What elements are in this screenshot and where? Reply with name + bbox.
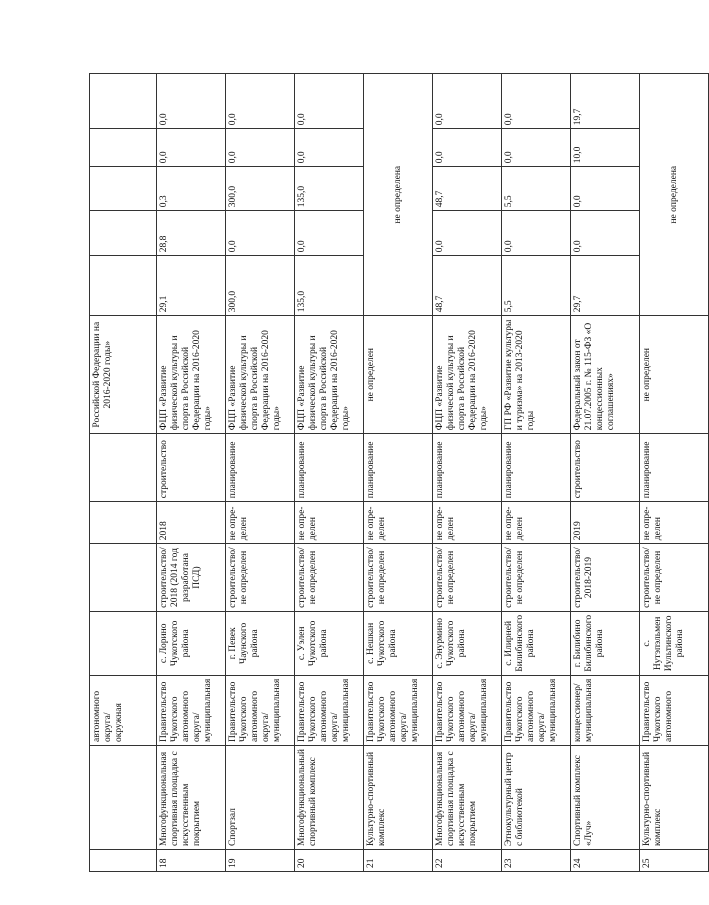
cell-program: ФЦП «Развитие физической культуры и спорта в Российской Федерации на 2016-2020 годы»: [433, 316, 502, 434]
cell-location: с. Илирней Билибинского района: [502, 611, 571, 675]
cell-stage: планирование: [640, 434, 709, 502]
cell-location: с. Нешкан Чукотского района: [364, 611, 433, 675]
cell-num: 19: [226, 850, 295, 872]
top-program-cell: Российской Федерации на 2016-2020 годы»: [90, 316, 157, 434]
table-row: [226, 74, 295, 872]
cell-num: 21: [364, 850, 433, 872]
cell-stage: строительство: [571, 434, 640, 502]
investment-projects-table: [89, 73, 709, 872]
cell-num: 23: [502, 850, 571, 872]
cell-v5: 0,0: [295, 74, 364, 129]
top-year: [90, 502, 157, 544]
cell-name: Спортивный комплекс «Луч»: [571, 746, 640, 850]
top-v5: [90, 74, 157, 129]
cell-stage: планирование: [364, 434, 433, 502]
cell-stage-period: строительство/ не определен: [640, 544, 709, 612]
cell-program: не определен: [364, 316, 433, 434]
cell-stage: планирование: [226, 434, 295, 502]
table-row: [433, 74, 502, 872]
cell-customer: Правительство Чукотского автономного: [640, 675, 709, 745]
cell-program: Федеральный закон от 21.07.2005 г. № 115-ФЗ «О концессионных соглашениях»: [571, 316, 640, 434]
cell-year: 2018: [157, 502, 226, 544]
cell-location: с. Нутэпэльмен Иультинского района: [640, 611, 709, 675]
table-row: [571, 74, 640, 872]
cell-stage: строительство: [157, 434, 226, 502]
top-v3: [90, 167, 157, 211]
cell-name: Спортзал: [226, 746, 295, 850]
cell-name: Многофункциональный спортивный комплекс: [295, 746, 364, 850]
table-row: [157, 74, 226, 872]
cell-year: не опре-делен: [640, 502, 709, 544]
top-location: [90, 611, 157, 675]
top-num: [90, 850, 157, 872]
cell-program: не определен: [640, 316, 709, 434]
cell-v4: 10,0: [571, 129, 640, 167]
cell-program: ФЦП «Развитие физической культуры и спорта в Российской Федерации на 2016-2020 годы»: [226, 316, 295, 434]
cell-customer: Правительство Чукотского автономного округа/ муниципальная: [157, 675, 226, 745]
cell-num: 25: [640, 850, 709, 872]
cell-v1: 300,0: [226, 256, 295, 316]
top-v2: [90, 211, 157, 256]
cell-stage-period: строительство/ не определен: [226, 544, 295, 612]
cell-program: ГП РФ «Развитие культуры и туризма» на 2013-2020 годы: [502, 316, 571, 434]
cell-v1: 5,5: [502, 256, 571, 316]
cell-customer: Правительство Чукотского автономного округа/ муниципальная: [364, 675, 433, 745]
cell-v5: 0,0: [433, 74, 502, 129]
cell-v1: 135,0: [295, 256, 364, 316]
cell-v2: 0,0: [295, 211, 364, 256]
top-v1: [90, 256, 157, 316]
cell-v1: 48,7: [433, 256, 502, 316]
cell-stage: планирование: [295, 434, 364, 502]
cell-name: Культурно-спортивный комплекс: [364, 746, 433, 850]
cell-v4: 0,0: [502, 129, 571, 167]
cell-stage-period: строительство/ не определен: [295, 544, 364, 612]
cell-name: Культурно-спортивный комплекс: [640, 746, 709, 850]
cell-customer: Правительство Чукотского автономного округа/ муниципальная: [433, 675, 502, 745]
cell-v4: 0,0: [226, 129, 295, 167]
cell-v3: 5,5: [502, 167, 571, 211]
cell-customer: концессионер/ муниципальная: [571, 675, 640, 745]
cell-v2: 0,0: [433, 211, 502, 256]
top-stage-period: [90, 544, 157, 612]
cell-v4: 0,0: [295, 129, 364, 167]
cell-customer: Правительство Чукотского автономного округа/ муниципальная: [226, 675, 295, 745]
cell-customer: Правительство Чукотского автономного округа/ муниципальная: [295, 675, 364, 745]
cell-v4: 0,0: [157, 129, 226, 167]
cell-year: не опре-делен: [295, 502, 364, 544]
cell-v5: 0,0: [157, 74, 226, 129]
cell-location: с. Лорино Чукотского района: [157, 611, 226, 675]
cell-num: 20: [295, 850, 364, 872]
cell-stage-period: строительство/ не определен: [364, 544, 433, 612]
table-row: [640, 74, 709, 872]
cell-customer: Правительство Чукотского автономного округа/ муниципальная: [502, 675, 571, 745]
top-name: [90, 746, 157, 850]
cell-v1: 29,1: [157, 256, 226, 316]
cell-num: 24: [571, 850, 640, 872]
cell-v2: 28,8: [157, 211, 226, 256]
cell-year: не опре-делен: [502, 502, 571, 544]
table-row: [364, 74, 433, 872]
table-row: [502, 74, 571, 872]
cell-v3: 300,0: [226, 167, 295, 211]
cell-stage: планирование: [502, 434, 571, 502]
cell-stage-period: строительство/ не определен: [433, 544, 502, 612]
cell-stage-period: строительство/ не определен: [502, 544, 571, 612]
cell-year: не опре-делен: [364, 502, 433, 544]
cell-v3: 135,0: [295, 167, 364, 211]
cell-program: ФЦП «Развитие физической культуры и спорта в Российской Федерации на 2016-2020 годы»: [157, 316, 226, 434]
cell-name: Этнокультурный центр с библиотекой: [502, 746, 571, 850]
top-stage: [90, 434, 157, 502]
cell-stage-period: строительство/ 2018 (2014 год разработана ПСД): [157, 544, 226, 612]
cell-v5: 19,7: [571, 74, 640, 129]
cell-location: г. Билибино Билибинского района: [571, 611, 640, 675]
top-v4: [90, 129, 157, 167]
cell-year: 2019: [571, 502, 640, 544]
cell-v3: 0,0: [571, 167, 640, 211]
cell-year: не опре-делен: [226, 502, 295, 544]
cell-location: г. Певек Чаунского района: [226, 611, 295, 675]
cell-v2: 0,0: [502, 211, 571, 256]
cell-location: с. Уэлен Чукотского района: [295, 611, 364, 675]
cell-name: Многофункциональная спортивная площадка с искусственным покрытием: [433, 746, 502, 850]
cell-v5: 0,0: [226, 74, 295, 129]
cell-location: с. Энурмино Чукотского района: [433, 611, 502, 675]
top-customer-cell: автономного округа/ окружная: [90, 675, 157, 745]
cell-year: не опре-делен: [433, 502, 502, 544]
table-row: [295, 74, 364, 872]
cell-stage-period: строительство/ 2018-2019: [571, 544, 640, 612]
cell-program: ФЦП «Развитие физической культуры и спорта в Российской Федерации на 2016-2020 годы»: [295, 316, 364, 434]
cell-undetermined: не определена: [364, 74, 433, 316]
cell-v3: 48,7: [433, 167, 502, 211]
cell-v2: 0,0: [571, 211, 640, 256]
cell-v3: 0,3: [157, 167, 226, 211]
cell-v5: 0,0: [502, 74, 571, 129]
cell-num: 18: [157, 850, 226, 872]
cell-name: Многофункциональная спортивная площадка с искусственным покрытием: [157, 746, 226, 850]
cell-v4: 0,0: [433, 129, 502, 167]
cell-v2: 0,0: [226, 211, 295, 256]
continuation-row: [90, 74, 157, 872]
cell-undetermined: не определена: [640, 74, 709, 316]
cell-v1: 29,7: [571, 256, 640, 316]
cell-num: 22: [433, 850, 502, 872]
cell-stage: планирование: [433, 434, 502, 502]
